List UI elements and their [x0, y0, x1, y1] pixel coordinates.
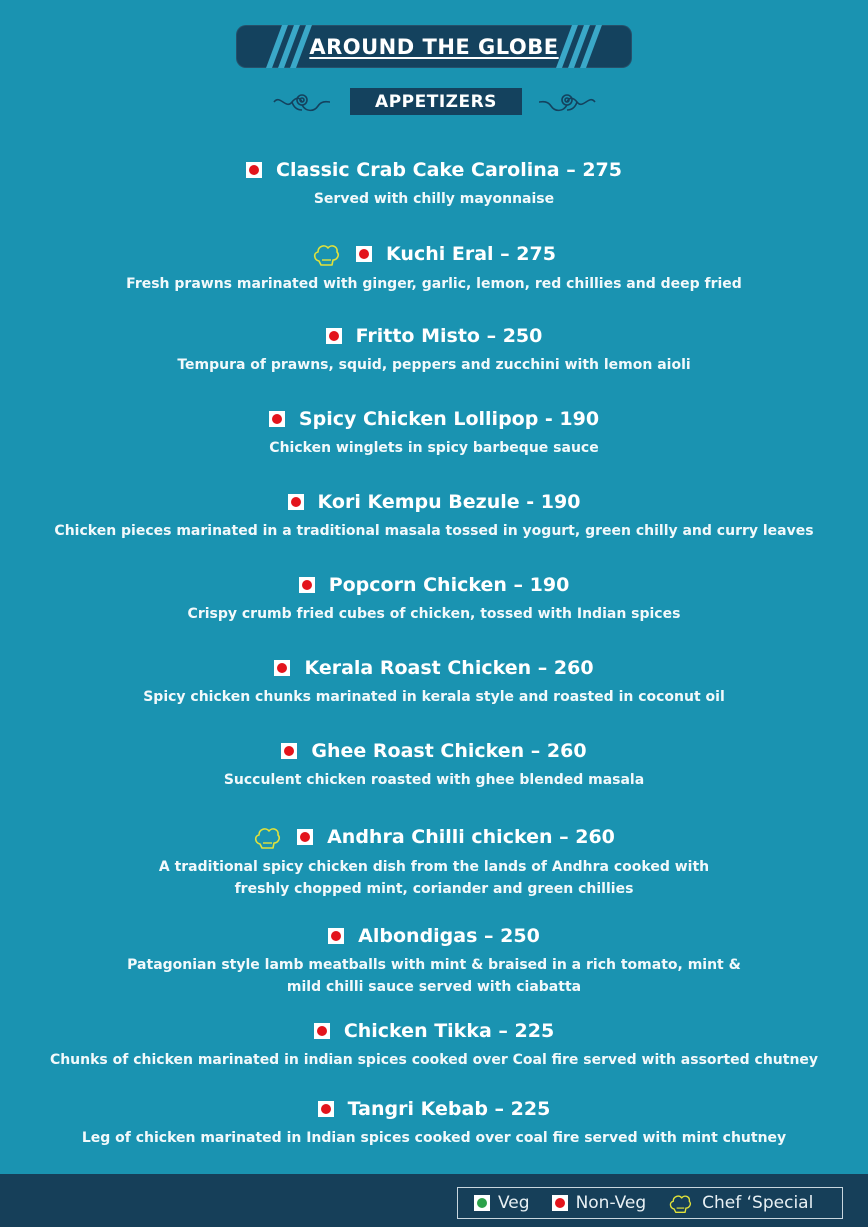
menu-item-description	[0, 1049, 868, 1071]
menu-item-title-row	[0, 241, 868, 267]
menu-item-title-row	[0, 573, 868, 597]
menu-item-description-line: A traditional spicy chicken dish from the lands of Andhra cooked with	[158, 859, 710, 875]
menu-item-description-line: Chicken winglets in spicy barbeque sauce	[269, 440, 599, 456]
menu-item-title-row	[0, 1097, 868, 1121]
menu-item	[0, 407, 868, 459]
nonveg-icon	[281, 743, 297, 759]
nonveg-icon	[314, 1023, 330, 1039]
menu-item	[0, 241, 868, 295]
menu-item-description-line: Tempura of prawns, squid, peppers and zucchini with lemon aioli	[177, 357, 691, 373]
menu-item-description-line: Leg of chicken marinated in Indian spices cooked over coal fire served with mint chutney	[81, 1130, 787, 1146]
menu-item	[0, 924, 868, 998]
menu-item-title-row	[0, 924, 868, 948]
menu-item-title: Andhra Chilli chicken – 260	[327, 826, 615, 848]
menu-item-description-line: Patagonian style lamb meatballs with mint & braised in a rich tomato, mint &	[127, 957, 741, 973]
menu-item	[0, 739, 868, 791]
menu-item-title-row	[0, 407, 868, 431]
nonveg-icon	[552, 1195, 568, 1211]
menu-item-title-row	[0, 1019, 868, 1043]
menu-item-description	[0, 603, 868, 625]
nonveg-icon	[246, 162, 262, 178]
banner-stripes-left	[252, 25, 312, 68]
menu-item-title-row	[0, 739, 868, 763]
chef-hat-icon	[312, 241, 340, 267]
menu-item	[0, 573, 868, 625]
menu-item-description	[0, 520, 868, 542]
menu-item-title-row	[0, 158, 868, 182]
menu-item-description	[0, 954, 868, 998]
menu-item-description-line: Chicken pieces marinated in a traditional masala tossed in yogurt, green chilly and curry leaves	[54, 523, 814, 539]
legend-chef-special	[668, 1192, 813, 1214]
legend-nonveg	[552, 1193, 647, 1213]
nonveg-icon	[297, 829, 313, 845]
menu-item-description-line: Succulent chicken roasted with ghee blended masala	[223, 772, 645, 788]
ornament-right-icon	[537, 88, 597, 116]
menu-item-title-row	[0, 824, 868, 850]
menu-item-description-line: Fresh prawns marinated with ginger, garlic, lemon, red chillies and deep fried	[126, 276, 742, 292]
veg-icon	[474, 1195, 490, 1211]
menu-item-title: Popcorn Chicken – 190	[328, 574, 570, 596]
menu-item-description-line: Chunks of chicken marinated in indian spices cooked over Coal fire served with assorted chutney	[49, 1052, 819, 1068]
menu-item	[0, 324, 868, 376]
menu-item	[0, 824, 868, 900]
footer-bar	[0, 1174, 868, 1227]
nonveg-icon	[326, 328, 342, 344]
legend-veg	[474, 1193, 530, 1213]
nonveg-icon	[328, 928, 344, 944]
menu-item-title: Ghee Roast Chicken – 260	[311, 740, 587, 762]
menu-item	[0, 1019, 868, 1071]
menu-item-title-row	[0, 656, 868, 680]
section-heading	[350, 88, 522, 115]
menu-item-description-line: Served with chilly mayonnaise	[313, 191, 555, 207]
nonveg-icon	[288, 494, 304, 510]
legend-nonveg-label: Non-Veg	[575, 1193, 647, 1213]
chef-hat-icon	[668, 1192, 692, 1214]
nonveg-icon	[269, 411, 285, 427]
menu-item-title: Kori Kempu Bezule - 190	[317, 491, 581, 513]
legend-veg-label: Veg	[498, 1193, 530, 1213]
menu-item	[0, 656, 868, 708]
menu-item	[0, 1097, 868, 1149]
menu-item	[0, 490, 868, 542]
menu-item-description-line: Spicy chicken chunks marinated in kerala style and roasted in coconut oil	[143, 689, 725, 705]
menu-item-description-line: Crispy crumb fried cubes of chicken, tossed with Indian spices	[187, 606, 681, 622]
menu-item-description-line: freshly chopped mint, coriander and green chillies	[234, 881, 634, 897]
menu-item-title-row	[0, 490, 868, 514]
menu-item	[0, 158, 868, 210]
menu-item-title: Classic Crab Cake Carolina – 275	[276, 159, 622, 181]
menu-item-title: Kerala Roast Chicken – 260	[304, 657, 594, 679]
legend	[457, 1187, 843, 1219]
menu-item-description	[0, 273, 868, 295]
menu-item-title: Fritto Misto – 250	[355, 325, 543, 347]
section-heading-label: APPETIZERS	[375, 91, 497, 112]
banner-stripes-right	[556, 25, 616, 68]
nonveg-icon	[299, 577, 315, 593]
menu-item-title: Chicken Tikka – 225	[343, 1020, 555, 1042]
menu-item-title: Kuchi Eral – 275	[386, 243, 556, 265]
menu-item-description	[0, 686, 868, 708]
menu-item-title: Albondigas – 250	[358, 925, 540, 947]
legend-chef-label: Chef ‘Special	[702, 1193, 814, 1213]
menu-item-description-line: mild chilli sauce served with ciabatta	[286, 979, 582, 995]
menu-item-title: Tangri Kebab – 225	[347, 1098, 551, 1120]
nonveg-icon	[274, 660, 290, 676]
ornament-left-icon	[272, 88, 332, 116]
header-banner	[236, 25, 632, 68]
menu-item-title: Spicy Chicken Lollipop - 190	[298, 408, 600, 430]
menu-item-description	[0, 188, 868, 210]
nonveg-icon	[318, 1101, 334, 1117]
menu-item-title-row	[0, 324, 868, 348]
nonveg-icon	[356, 246, 372, 262]
menu-item-description	[0, 1127, 868, 1149]
chef-hat-icon	[253, 824, 281, 850]
menu-item-description	[0, 769, 868, 791]
page-title: AROUND THE GLOBE	[309, 34, 559, 59]
menu-item-description	[0, 856, 868, 900]
menu-item-description	[0, 354, 868, 376]
menu-item-description	[0, 437, 868, 459]
